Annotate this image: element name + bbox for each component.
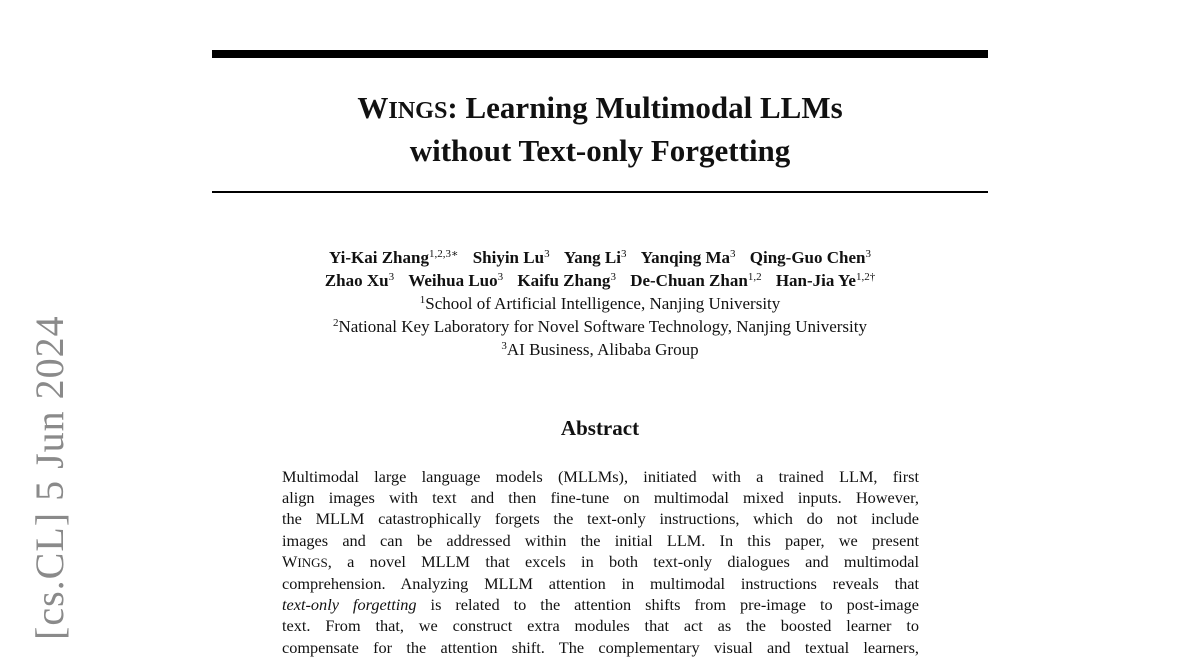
abstract-line: WINGS, a novel MLLM that excels in both text-only dialogues and multimodal — [282, 551, 919, 571]
affiliation: $^1$School of Artificial Intelligence, Nanjing University — [419, 294, 781, 313]
abstract-line: comprehension. Analyzing MLLM attention in multimodal instructions reveals that — [282, 574, 919, 594]
abstract-line: text-only forgetting is related to the attention shifts from pre-image to post-image — [282, 595, 919, 615]
author: Weihua Luo$^3$ — [408, 271, 504, 290]
title-line-1 — [212, 88, 988, 131]
abstract-line: text. From that, we construct extra modules that act as the boosted learner to — [282, 616, 919, 636]
author: Qing-Guo Chen$^3$ — [749, 248, 871, 267]
abstract-line: compensate for the attention shift. The complementary visual and textual learners, — [282, 637, 919, 657]
abstract-line: align images with text and then fine-tune on multimodal mixed inputs. However, — [282, 488, 919, 508]
author-block — [212, 246, 988, 361]
abstract-heading: Abstract — [560, 416, 640, 440]
author-line — [212, 246, 988, 269]
top-rule — [212, 50, 988, 58]
author: Yanqing Ma$^3$ — [640, 248, 736, 267]
author: Yi-Kai Zhang$^{1,2,3∗}$ — [328, 248, 459, 267]
paper-title — [212, 88, 988, 171]
title-wings-cap: W — [357, 90, 389, 125]
author: Zhao Xu$^3$ — [324, 271, 395, 290]
abstract-line: the MLLM catastrophically forgets the text-only instructions, which do not include — [282, 509, 919, 529]
author: Yang Li$^3$ — [563, 248, 627, 267]
abstract-line: Multimodal large language models (MLLMs), initiated with a trained LLM, first — [282, 467, 919, 486]
author-line — [212, 269, 988, 292]
affiliation: $^3$AI Business, Alibaba Group — [501, 340, 699, 359]
title-line-2: without Text-only Forgetting — [409, 133, 791, 168]
author: Shiyin Lu$^3$ — [472, 248, 550, 267]
title-wings-smallcaps: INGS — [388, 97, 448, 124]
author: Han-Jia $Ye^{1,2\dagger}$ — [775, 271, 876, 290]
arxiv-side-stamp: [cs.CL] 5 Jun 2024 — [27, 315, 72, 640]
author: De-Chuan Zhan$^{1,2}$ — [630, 271, 762, 290]
affiliation: $^2$National Key Laboratory for Novel Software Technology, Nanjing University — [332, 317, 867, 336]
bottom-rule — [212, 191, 988, 193]
abstract-body — [282, 466, 919, 658]
author: Kaifu Zhang$^3$ — [517, 271, 616, 290]
abstract-line: images and can be addressed within the initial LLM. In this paper, we present — [282, 530, 919, 550]
title-line-1-rest: : Learning Multimodal LLMs — [447, 90, 843, 125]
